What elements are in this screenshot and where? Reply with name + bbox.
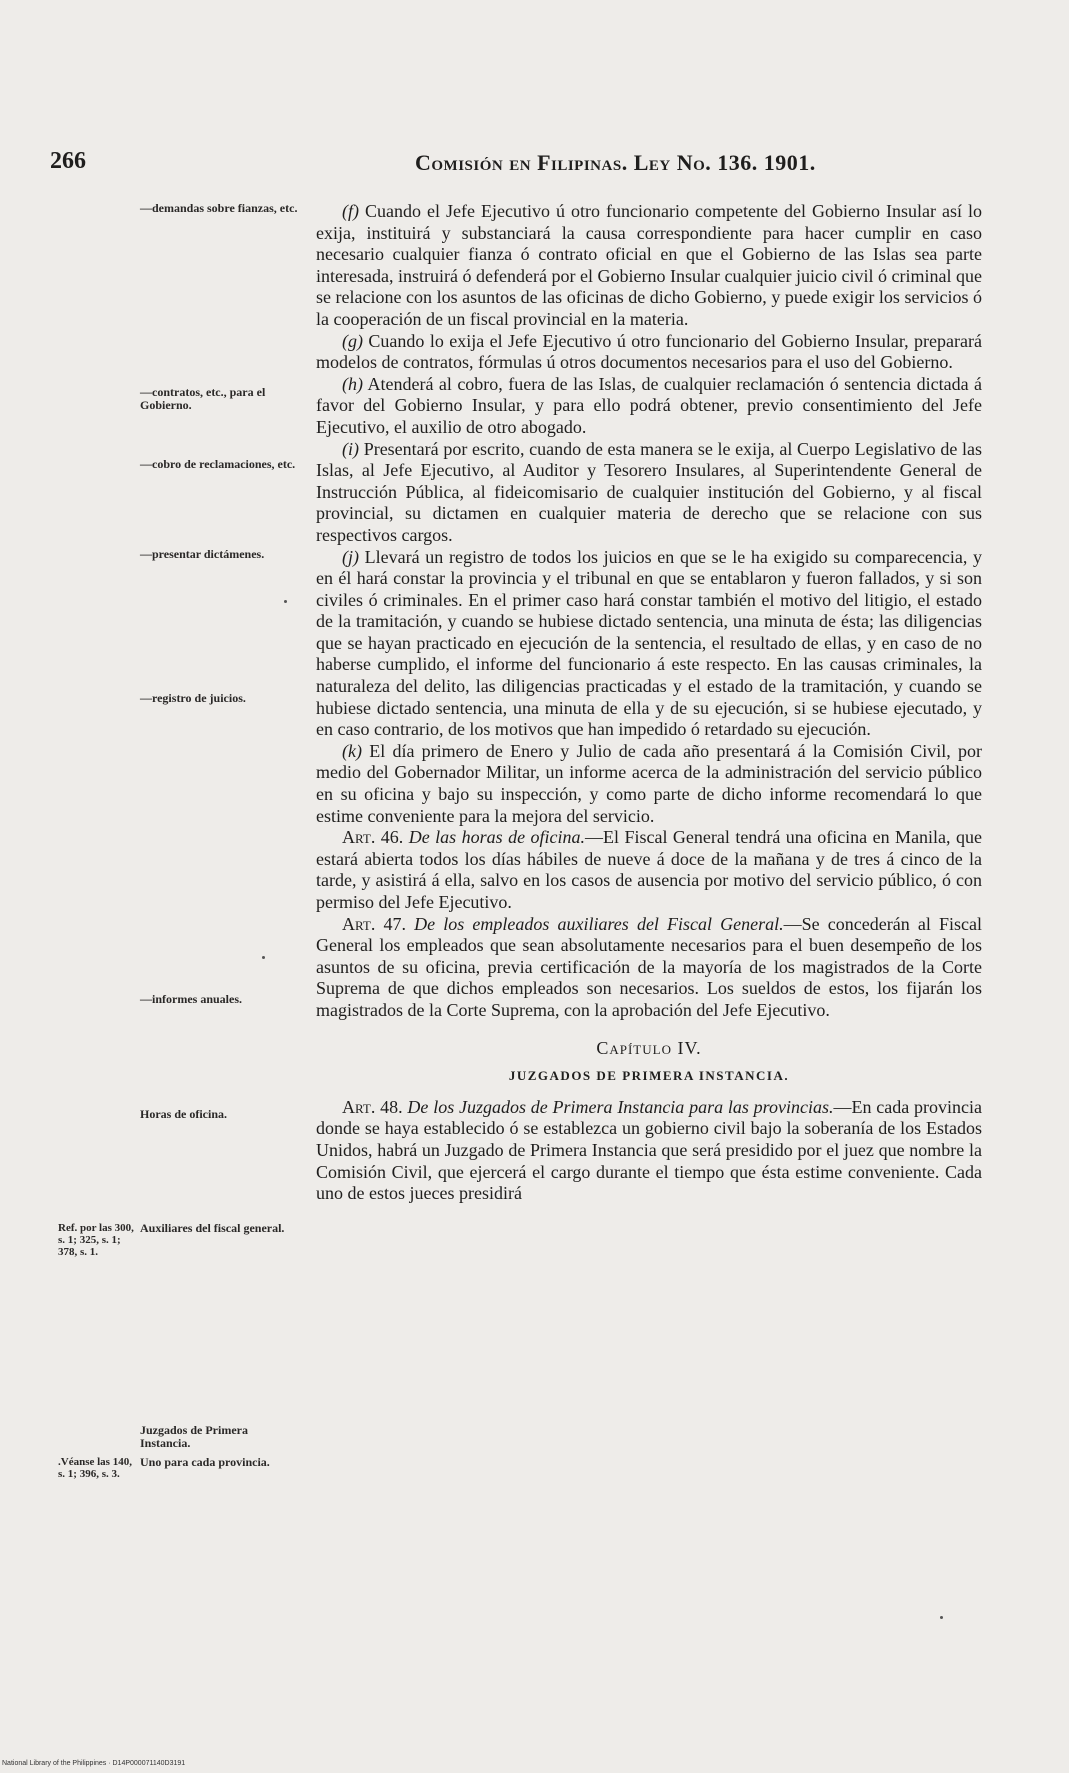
chapter-title: Capítulo IV. (596, 1037, 702, 1058)
chapter-subtitle: JUZGADOS DE PRIMERA INSTANCIA. (508, 1068, 790, 1084)
article-46 (316, 827, 982, 913)
article-text: —En cada provincia donde se haya establecido ó se establezca un gobierno civil bajo la soberanía de los Estados Unidos, habrá un Juzgado de Primera Instancia que será presidido por el juez que nombre la Comisión Civil, que ejercerá el cargo durante el tiempo que ésta estime conveniente. Cada uno de estos jueces presidirá (316, 1096, 983, 1204)
paragraph-text: Atenderá al cobro, fuera de las Islas, de cualquier reclamación ó sentencia dictada á favor del Gobierno Insular, y para ello podrá obtener, previo consentimiento del Jefe Ejecutivo, el auxilio de otro abogado. (316, 373, 983, 437)
paragraph-text: Cuando lo exija el Jefe Ejecutivo ú otro funcionario del Gobierno Insular, preparará modelos de contratos, fórmulas ú otros documentos necesarios para el uso del Gobierno. (316, 330, 983, 373)
paragraph-label: (h) (342, 373, 363, 394)
margin-note-demandas: —demandas sobre fianzas, etc. (140, 201, 298, 215)
article-text: —El Fiscal General tendrá una oficina en Manila, que estará abierta todos los días hábiles de nueve á doce de la mañana y de tres á cinco de la tarde, y asistirá á ella, salvo en los casos de ausencia por motivo del servicio público, ó con permiso del Jefe Ejecutivo. (316, 827, 982, 912)
margin-note-registro: —registro de juicios. (140, 691, 246, 705)
margin-see-note: .Véanse las 140, s. 1; 396, s. 3. (58, 1456, 132, 1480)
margin-note-auxiliares: Auxiliares del fiscal general. (140, 1221, 285, 1235)
paragraph-text: Llevará un registro de todos los juicios en que se le ha exigido su comparecencia, y en él hará constar la provincia y el tribunal en que se entablaron y fueron fallados, y si son civiles ó criminales. En el primer caso hará constar también el motivo del litigio, el estado de la tramitación, y cuando se hubiese dictado sentencia, una minuta de ésta; las diligencias que se hayan practicado en ejecución de la sentencia, el resultado de ellas, y en caso de no haberse cumplido, el informe del funcionario á este respecto. En las causas criminales, la naturaleza del delito, las diligencias practicadas y el estado de la tramitación, y cuando se hubiese dictado sentencia, una minuta de ella y de su ejecución, si se hubiese ejecutado, y en caso contrario, de los motivos que han impedido ó retardado su ejecución. (316, 546, 983, 740)
article-48 (316, 1097, 982, 1205)
article-heading: De las horas de oficina. (408, 827, 586, 848)
paragraph-g (316, 331, 982, 374)
running-title: Comisión en Filipinas. Ley No. 136. 1901. (415, 150, 816, 175)
speck-mark (262, 956, 265, 959)
body-text (316, 201, 982, 1205)
paragraph-label: (k) (342, 740, 362, 761)
article-label: Art. 47. (342, 913, 406, 934)
speck-mark (284, 600, 287, 603)
paragraph-text: Cuando el Jefe Ejecutivo ú otro funcionario competente del Gobierno Insular así lo exija, instituirá y substanciará la causa correspondiente para hacer cumplir en caso necesario cualquier fianza ó contrato oficial en que el Gobierno de las Islas sea parte interesada, instruirá ó defenderá por el Gobierno Insular cualquier juicio civil ó criminal que se relacione con los asuntos de las oficinas de dicho Gobierno, y puede exigir los servicios ó la cooperación de un fiscal provincial en la materia. (316, 201, 982, 329)
paragraph-label: (f) (342, 201, 359, 221)
paragraph-k (316, 741, 982, 827)
margin-note-contratos: —contratos, etc., para el Gobierno. (140, 385, 266, 412)
margin-ref-note: Ref. por las 300, s. 1; 325, s. 1; 378, s. 1. (58, 1222, 134, 1258)
article-heading: De los empleados auxiliares del Fiscal General. (414, 913, 784, 934)
article-47 (316, 914, 982, 1022)
article-heading: De los Juzgados de Primera Instancia para las provincias. (407, 1096, 834, 1117)
margin-note-horas: Horas de oficina. (140, 1107, 227, 1121)
paragraph-text: El día primero de Enero y Julio de cada año presentará á la Comisión Civil, por medio del Gobernador Militar, un informe acerca de la administración del servicio público en su oficina y bajo su inspección, y como parte de dicho informe recomendará lo que estime conveniente para la mejora del servicio. (316, 740, 982, 826)
paragraph-label: (j) (342, 546, 359, 567)
margin-note-cobro: —cobro de reclamaciones, etc. (140, 457, 296, 471)
paragraph-h (316, 374, 982, 439)
article-label: Art. 48. (342, 1096, 403, 1117)
paragraph-j (316, 547, 982, 741)
scan-footer: National Library of the Philippines · D14P000071140D3191 (2, 1760, 186, 1767)
margin-note-juzgados: Juzgados de Primera Instancia. (140, 1423, 248, 1450)
speck-mark (940, 1616, 943, 1619)
article-text: —Se concederán al Fiscal General los empleados que sean absolutamente necesarios para el buen desempeño de los asuntos de su oficina, previa certificación de la mayoría de los magistrados de la Corte Suprema de que dichos empleados son necesarios. Los sueldos de estos, los fijarán los magistrados de la Corte Suprema, con la aprobación del Jefe Ejecutivo. (316, 913, 982, 1020)
article-label: Art. 46. (342, 827, 404, 848)
paragraph-f (316, 201, 982, 331)
paragraph-i (316, 439, 982, 547)
paragraph-label: (i) (342, 438, 359, 459)
margin-note-informes: —informes anuales. (140, 992, 242, 1006)
margin-note-uno-por-provincia: Uno para cada provincia. (140, 1455, 270, 1469)
paragraph-label: (g) (342, 330, 363, 351)
margin-note-dictamenes: —presentar dictámenes. (140, 547, 265, 561)
paragraph-text: Presentará por escrito, cuando de esta manera se le exija, al Cuerpo Legislativo de las Islas, al Jefe Ejecutivo, al Auditor y Tesorero Insulares, al Superintendente General de Instrucción Pública, al fideicomisario de cualquier institución del Gobierno, y al fiscal provincial, su dictamen en cualquier materia de derecho que se relacione con sus respectivos cargos. (316, 438, 983, 545)
running-head (50, 148, 890, 178)
page-number: 266 (50, 148, 86, 174)
